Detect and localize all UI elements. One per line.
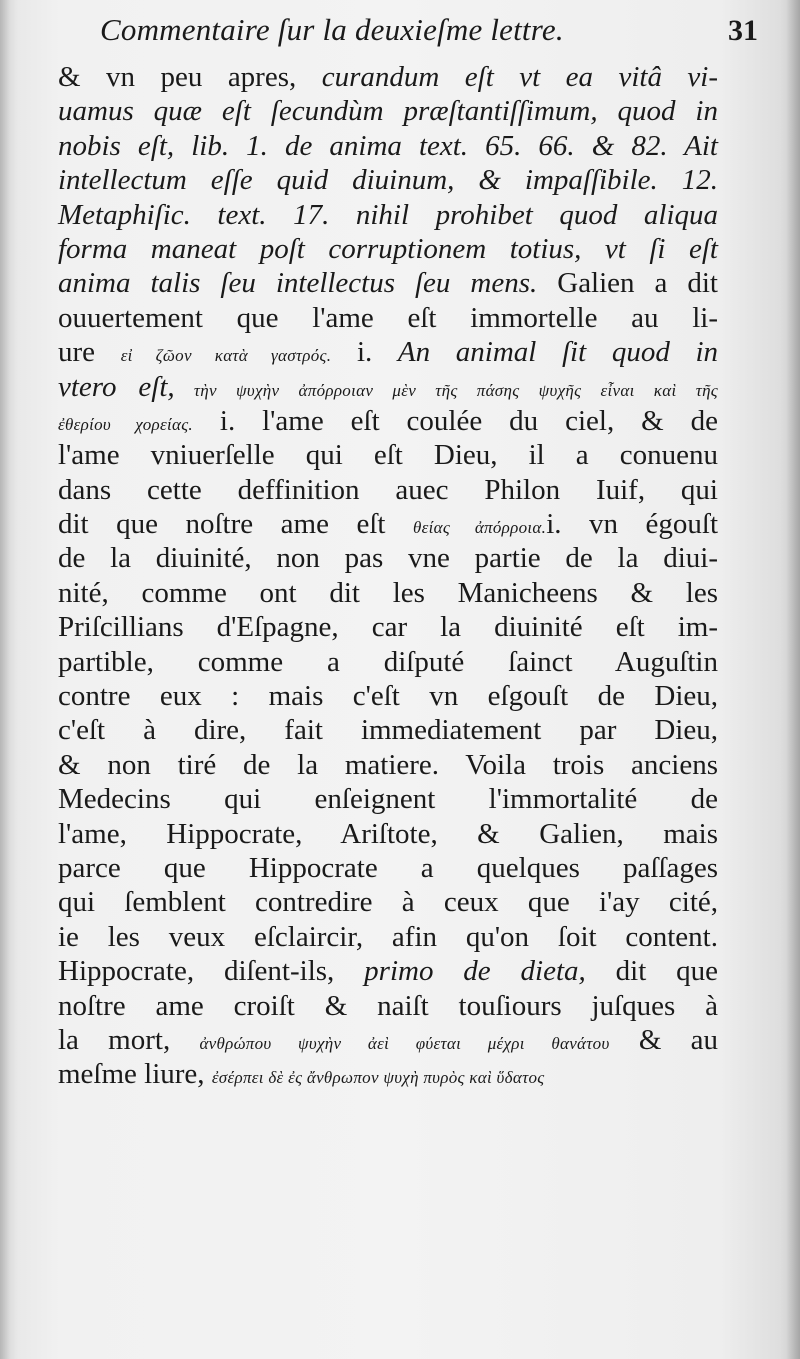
text-line: [58, 163, 718, 197]
text-line: [58, 1023, 718, 1057]
roman-text: ie les veux eſclaircir, afin qu'on ſoit content.: [58, 920, 718, 953]
page-number: 31: [728, 14, 758, 47]
text-line: [58, 885, 718, 919]
greek-text: εἰ ζῶον κατὰ γαστρός.: [120, 346, 332, 366]
roman-text: i. vn égouſt: [546, 508, 719, 541]
roman-text: i.: [331, 336, 398, 369]
page-left-edge-shadow: [0, 0, 10, 1359]
text-line: [58, 60, 718, 94]
roman-text: qui ſemblent contredire à ceux que i'ay cité,: [58, 886, 718, 919]
text-line: [58, 232, 718, 266]
roman-text: & non tiré de la matiere. Voila trois anciens: [58, 748, 718, 781]
greek-text: ἐσέρπει δὲ ἐς ἄνθρωπον ψυχὴ πυρὸς καὶ ὕδατος: [211, 1068, 545, 1088]
roman-text: la mort,: [58, 1023, 200, 1056]
italic-text: curandum eſt vt ea vitâ vi-: [321, 61, 718, 93]
roman-text: partible, comme a diſputé ſainct Auguſtin: [58, 645, 718, 678]
roman-text: Galien a dit: [537, 267, 718, 300]
roman-text: de la diuinité, non pas vne partie de la diui-: [58, 542, 718, 575]
text-line: [58, 817, 718, 851]
text-line: [58, 438, 718, 472]
roman-text: meſme liure,: [58, 1058, 212, 1091]
greek-text: τὴν ψυχὴν ἀπόρροιαν μὲν τῆς πάσης ψυχῆς εἶναι καὶ τῆς: [174, 380, 719, 400]
roman-text: & au: [609, 1023, 718, 1056]
roman-text: ouuertement que l'ame eſt immortelle au li-: [58, 301, 718, 334]
text-line: [58, 370, 718, 404]
text-line: [58, 645, 718, 679]
roman-text: l'ame vniuerſelle qui eſt Dieu, il a conuenu: [58, 439, 718, 472]
text-line: [58, 782, 718, 816]
text-line: [58, 473, 718, 507]
text-line: [58, 851, 718, 885]
text-line: [58, 713, 718, 747]
roman-text: ure: [58, 336, 121, 369]
roman-text: & vn peu apres,: [58, 61, 322, 93]
text-line: [58, 301, 718, 335]
italic-text: intellectum eſſe quid diuinum, & impaſſibile. 12.: [58, 164, 718, 197]
roman-text: noſtre ame croiſt & naiſt touſiours juſques à: [58, 989, 718, 1022]
text-line: [58, 989, 718, 1023]
italic-text: uamus quæ eſt ſecundùm præſtantiſſimum, quod in: [58, 95, 718, 128]
roman-text: dans cette deffinition auec Philon Iuif, qui: [58, 473, 718, 506]
italic-text: Metaphiſic. text. 17. nihil prohibet quod aliqua: [58, 198, 718, 231]
roman-text: Hippocrate, diſent-ils,: [58, 955, 365, 988]
italic-text: An animal ſit quod in: [397, 336, 719, 369]
page-spine-shadow: [786, 0, 800, 1359]
text-line: [58, 920, 718, 954]
text-line: [58, 610, 718, 644]
text-line: [58, 198, 718, 232]
text-line: [58, 679, 718, 713]
roman-text: dit que: [585, 955, 718, 988]
roman-text: l'ame, Hippocrate, Ariſtote, & Galien, mais: [58, 817, 718, 850]
roman-text: parce que Hippocrate a quelques paſſages: [58, 851, 718, 884]
text-line: [58, 576, 718, 610]
greek-text: θείας ἀπόρροια.: [412, 518, 547, 538]
roman-text: i. l'ame eſt coulée du ciel, & de: [192, 404, 718, 437]
greek-text: ἀνθρώπου ψυχὴν ἀεὶ φύεται μέχρι θανάτου: [199, 1033, 610, 1053]
roman-text: Priſcillians d'Eſpagne, car la diuinité eſt im-: [58, 611, 718, 644]
italic-text: primo de dieta,: [364, 955, 586, 988]
text-line: [58, 541, 718, 575]
text-line: [58, 266, 718, 300]
text-line: [58, 748, 718, 782]
italic-text: forma maneat poſt corruptionem totius, vt ſi eſt: [58, 232, 718, 265]
roman-text: dit que noſtre ame eſt: [58, 508, 413, 541]
body-text: [58, 60, 718, 1092]
text-line: [58, 94, 718, 128]
text-line: [58, 507, 718, 541]
text-line: [58, 1057, 718, 1091]
text-line: [58, 335, 718, 369]
roman-text: c'eſt à dire, fait immediatement par Dieu,: [58, 714, 718, 747]
italic-text: anima talis ſeu intellectus ſeu mens.: [58, 267, 538, 300]
running-title: Commentaire ſur la deuxieſme lettre.: [100, 12, 564, 47]
greek-text: ἐθερίου χορείας.: [58, 414, 193, 434]
roman-text: Medecins qui enſeignent l'immortalité de: [58, 783, 718, 816]
text-line: [58, 404, 718, 438]
italic-text: vtero eſt,: [58, 370, 175, 403]
text-line: [58, 129, 718, 163]
text-line: [58, 954, 718, 988]
roman-text: nité, comme ont dit les Manicheens & les: [58, 576, 718, 609]
roman-text: contre eux : mais c'eſt vn eſgouſt de Dieu,: [58, 680, 718, 713]
italic-text: nobis eſt, lib. 1. de anima text. 65. 66. & 82. Ait: [58, 129, 718, 162]
